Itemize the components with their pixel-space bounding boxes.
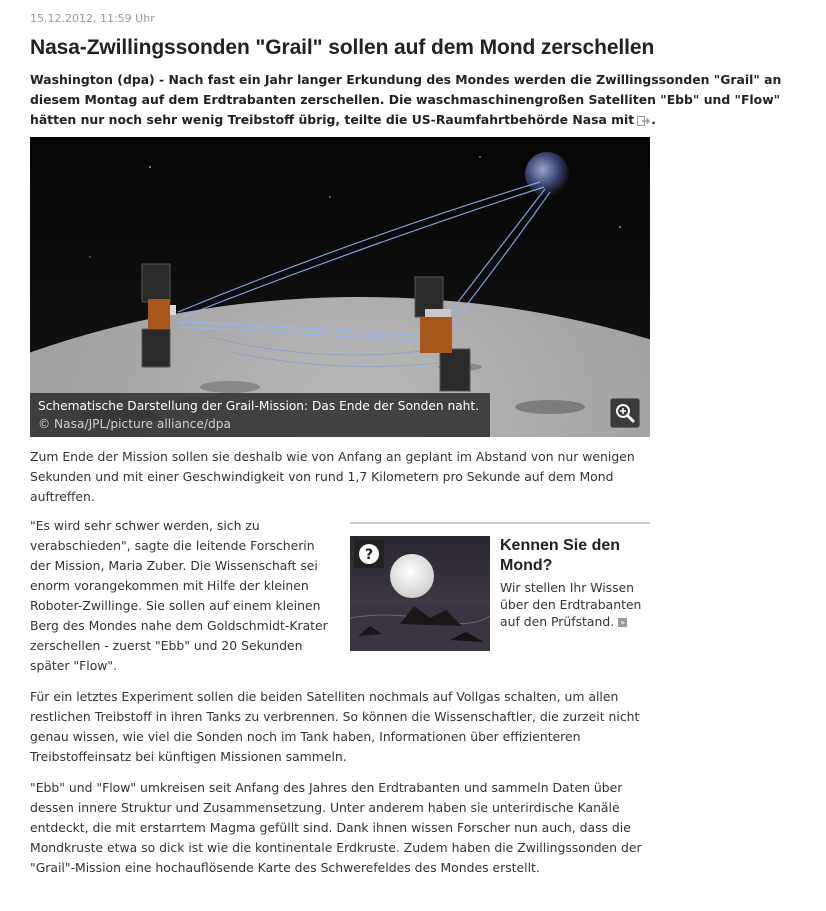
image-caption bbox=[30, 393, 490, 437]
paragraph-2: "Es wird sehr schwer werden, sich zu verabschieden", sagte die leitende Forscherin der Mission, Maria Zuber. Die Wissenschaft sei enorm vorangekommen mit Hilfe der kleinen Roboter-Zwillinge. Sie sollen auf einem kleinen Berg des Mondes nahe dem Goldschmidt-Krater zerschellen - zuerst "Ebb" und 20 Sekunden später "Flow". bbox=[30, 518, 328, 673]
image-credit: © Nasa/JPL/picture alliance/dpa bbox=[38, 417, 231, 431]
paragraph-3: Für ein letztes Experiment sollen die beiden Satelliten nochmals auf Vollgas schalten, um allen restlichen Treibstoff in ihren Tanks zu verbrennen. So können die Wissenschaftler, die zurzeit nicht genau wissen, wie viel die Sonden noch im Tank haben, Informationen über effizienteren Treibstoffeinsatz bei künftigen Missionen sammeln. bbox=[30, 689, 640, 764]
hero-image[interactable] bbox=[30, 137, 650, 437]
article-lead bbox=[30, 70, 810, 130]
teaser-text bbox=[500, 579, 650, 630]
arrow-right-icon[interactable]: » bbox=[618, 618, 627, 627]
teaser-image[interactable] bbox=[350, 536, 490, 651]
magnifier-plus-icon bbox=[615, 403, 635, 423]
quiz-badge bbox=[354, 540, 384, 568]
teaser-title[interactable]: Kennen Sie den Mond? bbox=[500, 537, 621, 574]
article-title: Nasa-Zwillingssonden "Grail" sollen auf dem Mond zerschellen bbox=[30, 36, 655, 59]
lead-end: . bbox=[651, 112, 656, 127]
quiz-teaser[interactable] bbox=[350, 522, 650, 654]
grail-mission-illustration bbox=[30, 137, 650, 437]
zoom-button[interactable] bbox=[610, 398, 640, 428]
paragraph-1: Zum Ende der Mission sollen sie deshalb wie von Anfang an geplant im Abstand von nur wenigen Sekunden und mit einer Geschwindigkeit von rund 1,7 Kilometern pro Sekunde auf dem Mond auftreffen. bbox=[30, 449, 635, 504]
article-timestamp: 15.12.2012, 11:59 Uhr bbox=[30, 12, 155, 25]
external-link-icon[interactable] bbox=[637, 116, 651, 126]
question-icon bbox=[354, 540, 384, 568]
caption-text: Schematische Darstellung der Grail-Mission: Das Ende der Sonden naht. bbox=[38, 399, 480, 413]
lead-text: Washington (dpa) - Nach fast ein Jahr langer Erkundung des Mondes werden die Zwillingssonden "Grail" an diesem Montag auf dem Erdtrabanten zerschellen. Die waschmaschinengroßen Satelliten "Ebb" und "Flow" hätten nur noch sehr wenig Treibstoff übrig, teilte die US-Raumfahrtbehörde Nasa mit bbox=[30, 72, 782, 127]
paragraph-4: "Ebb" und "Flow" umkreisen seit Anfang des Jahres den Erdtrabanten und sammeln Daten über dessen innere Struktur und Zusammensetzung. Unter anderem haben sie unterirdische Kanäle entdeckt, die mit erstarrtem Magma gefüllt sind. Dank ihnen wissen Forscher nun auch, dass die Mondkruste etwa so dick ist wie die kontinentale Erdkruste. Zudem haben die Zwillingssonden der "Grail"-Mission eine hochauflösende Karte des Schwerefeldes des Mondes erstellt. bbox=[30, 780, 642, 875]
teaser-text-body: Wir stellen Ihr Wissen über den Erdtrabanten auf den Prüfstand. bbox=[500, 580, 642, 629]
quiz-badge-text: ? bbox=[364, 547, 374, 563]
